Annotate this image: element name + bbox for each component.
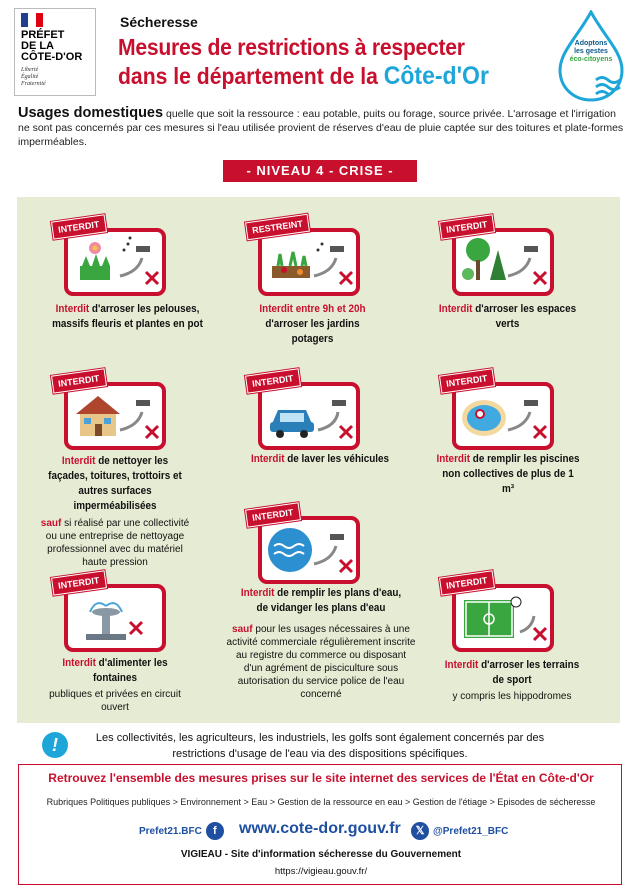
exception-text: si réalisé par une collectivité ou une entreprise de nettoyage professionnel avec du matériel haute pression	[45, 518, 190, 568]
caption-text: de nettoyer les façades, toitures, trottoirs et autres surfaces imperméabilisées	[48, 455, 182, 512]
card-terrains-sport	[440, 574, 570, 664]
card-caption	[436, 452, 580, 497]
intro-text: quelle que soit la ressource : eau potable, puits ou forage, source privée. L'arrosage et l'irrigation ne sont pas concernés par ces mesures si l'eau utilisée provient de réserves d'eau de pluie captée sur des toitures et plate-formes imperméables.	[18, 108, 624, 148]
interdit-label: Interdit	[61, 455, 96, 467]
interdit-label: Interdit	[438, 303, 473, 315]
note-text: Les collectivités, les agriculteurs, les industriels, les golfs sont également concernés par des restrictions d'usage de l'eau via des dispositions spécifiques.	[95, 732, 545, 760]
caption-text: d'alimenter les fontaines	[92, 657, 168, 684]
tag-badge: INTERDIT	[439, 368, 494, 393]
tag-badge: INTERDIT	[51, 214, 106, 239]
sauf-label: sauf	[232, 624, 253, 635]
level-banner: - NIVEAU 4 - CRISE -	[223, 160, 417, 182]
caption-text: de laver les véhicules	[284, 453, 390, 465]
card-vehicules	[246, 372, 376, 462]
caption-text: de remplir les piscines non collectives de plus de 1 m³	[442, 453, 580, 495]
card-pelouses	[52, 218, 182, 308]
card-espaces-verts	[440, 218, 570, 308]
motto-line: Fraternité	[21, 81, 46, 87]
card-exception	[432, 690, 592, 703]
trees-hose-icon	[456, 232, 552, 292]
exclamation-icon: !	[42, 732, 68, 758]
tag-badge: INTERDIT	[51, 368, 106, 393]
card-potagers	[246, 218, 376, 308]
prefet-line: CÔTE-D'OR	[21, 51, 83, 63]
tag-badge: INTERDIT	[245, 502, 300, 527]
prefet-line: DE LA	[21, 40, 54, 52]
drop-line: les gestes	[574, 48, 608, 55]
card-caption	[247, 302, 378, 347]
pond-hose-icon	[262, 520, 358, 580]
interdit-label: Interdit	[62, 657, 96, 669]
x-link[interactable]	[411, 821, 508, 843]
footer	[18, 764, 622, 885]
title-dept: Côte-d'Or	[383, 62, 489, 90]
card-facades	[52, 372, 182, 462]
exception-text: y compris les hippodromes	[452, 691, 572, 702]
x-icon: 𝕏	[411, 822, 429, 840]
motto	[21, 67, 89, 88]
house-hose-icon	[68, 386, 164, 446]
card-exception	[226, 623, 416, 701]
card-caption	[248, 452, 392, 467]
drop-line: Adoptons	[574, 40, 608, 47]
tag-badge: RESTREINT	[245, 214, 310, 241]
interdit-label: Interdit	[55, 303, 90, 315]
facebook-link[interactable]	[139, 821, 224, 843]
page-title-line2	[118, 62, 489, 91]
sports-field-icon	[456, 588, 552, 648]
card-fontaines	[52, 574, 182, 664]
interdit-label: Interdit	[250, 453, 285, 465]
flower-hose-icon	[68, 232, 164, 292]
exception-text: pour les usages nécessaires à une activité commerciale régulièrement inscrite au registre du commerce ou disposant d'un agrément de pisciculture sous autorisation du service police de l'eau concerné	[226, 624, 416, 700]
motto-line: Liberté	[21, 67, 39, 73]
site-link[interactable]: www.cote-dor.gouv.fr	[239, 820, 401, 837]
prefet-logo	[14, 8, 96, 96]
breadcrumb: Rubriques Politiques publiques > Environnement > Eau > Gestion de la ressource en eau > Gestion de l'étiage > Episodes de sécheresse	[46, 797, 596, 807]
motto-line: Égalité	[21, 74, 39, 80]
marianne-flag-icon	[21, 13, 43, 27]
tag-badge: INTERDIT	[51, 570, 106, 595]
caption-text: d'arroser les terrains de sport	[478, 659, 580, 686]
card-exception	[40, 517, 190, 569]
tag-badge: INTERDIT	[245, 368, 300, 393]
caption-text: d'arroser les jardins potagers	[265, 318, 360, 345]
vigieau-url[interactable]: https://vigieau.gouv.fr/	[274, 866, 368, 877]
caption-text: d'arroser les pelouses, massifs fleuris et plantes en pot	[52, 303, 203, 330]
pool-hose-icon	[456, 386, 552, 446]
garden-hose-icon	[262, 232, 358, 292]
card-plans-eau	[246, 506, 376, 596]
page-title-line1: Mesures de restrictions à respecter	[118, 34, 465, 60]
caption-text: d'arroser les espaces verts	[472, 303, 577, 330]
intro-paragraph	[18, 106, 628, 149]
exception-text: publiques et privées en circuit ouvert	[49, 689, 181, 713]
kicker: Sécheresse	[120, 14, 198, 30]
card-caption	[440, 658, 584, 688]
drop-line: éco-citoyens	[569, 56, 613, 63]
car-hose-icon	[262, 386, 358, 446]
info-note	[0, 726, 640, 766]
card-piscines	[440, 372, 570, 462]
interdit-label: Interdit	[240, 587, 275, 599]
prefet-line: PRÉFET	[21, 29, 65, 41]
interdit-label: Interdit	[259, 303, 293, 315]
header	[0, 0, 640, 100]
facebook-handle: Prefet21.BFC	[139, 826, 202, 837]
interdit-label: Interdit	[436, 453, 471, 465]
card-caption	[52, 656, 178, 686]
fountain-icon	[68, 588, 164, 648]
card-exception	[45, 688, 185, 714]
vigieau-title: VIGIEAU - Site d'information sécheresse du Gouvernement	[180, 849, 462, 860]
footer-headline: Retrouvez l'ensemble des mesures prises sur le site internet des services de l'État en Côte-d'Or	[48, 771, 594, 785]
card-caption	[49, 302, 207, 332]
caption-text: de remplir les plans d'eau, de vidanger les plans d'eau	[256, 587, 402, 614]
interdit-hours: entre 9h et 20h	[292, 303, 366, 315]
drop-slogan	[563, 40, 619, 64]
intro-lead: Usages domestiques	[18, 105, 164, 121]
tag-badge: INTERDIT	[439, 570, 494, 595]
x-handle: @Prefet21_BFC	[433, 826, 509, 837]
interdit-label: Interdit	[444, 659, 479, 671]
card-caption	[48, 454, 183, 514]
title-text: dans le département de la	[118, 63, 378, 89]
tag-badge: INTERDIT	[439, 214, 494, 239]
card-caption	[438, 302, 578, 332]
sauf-label: sauf	[40, 518, 62, 529]
card-caption	[236, 586, 407, 616]
facebook-icon: f	[206, 822, 224, 840]
